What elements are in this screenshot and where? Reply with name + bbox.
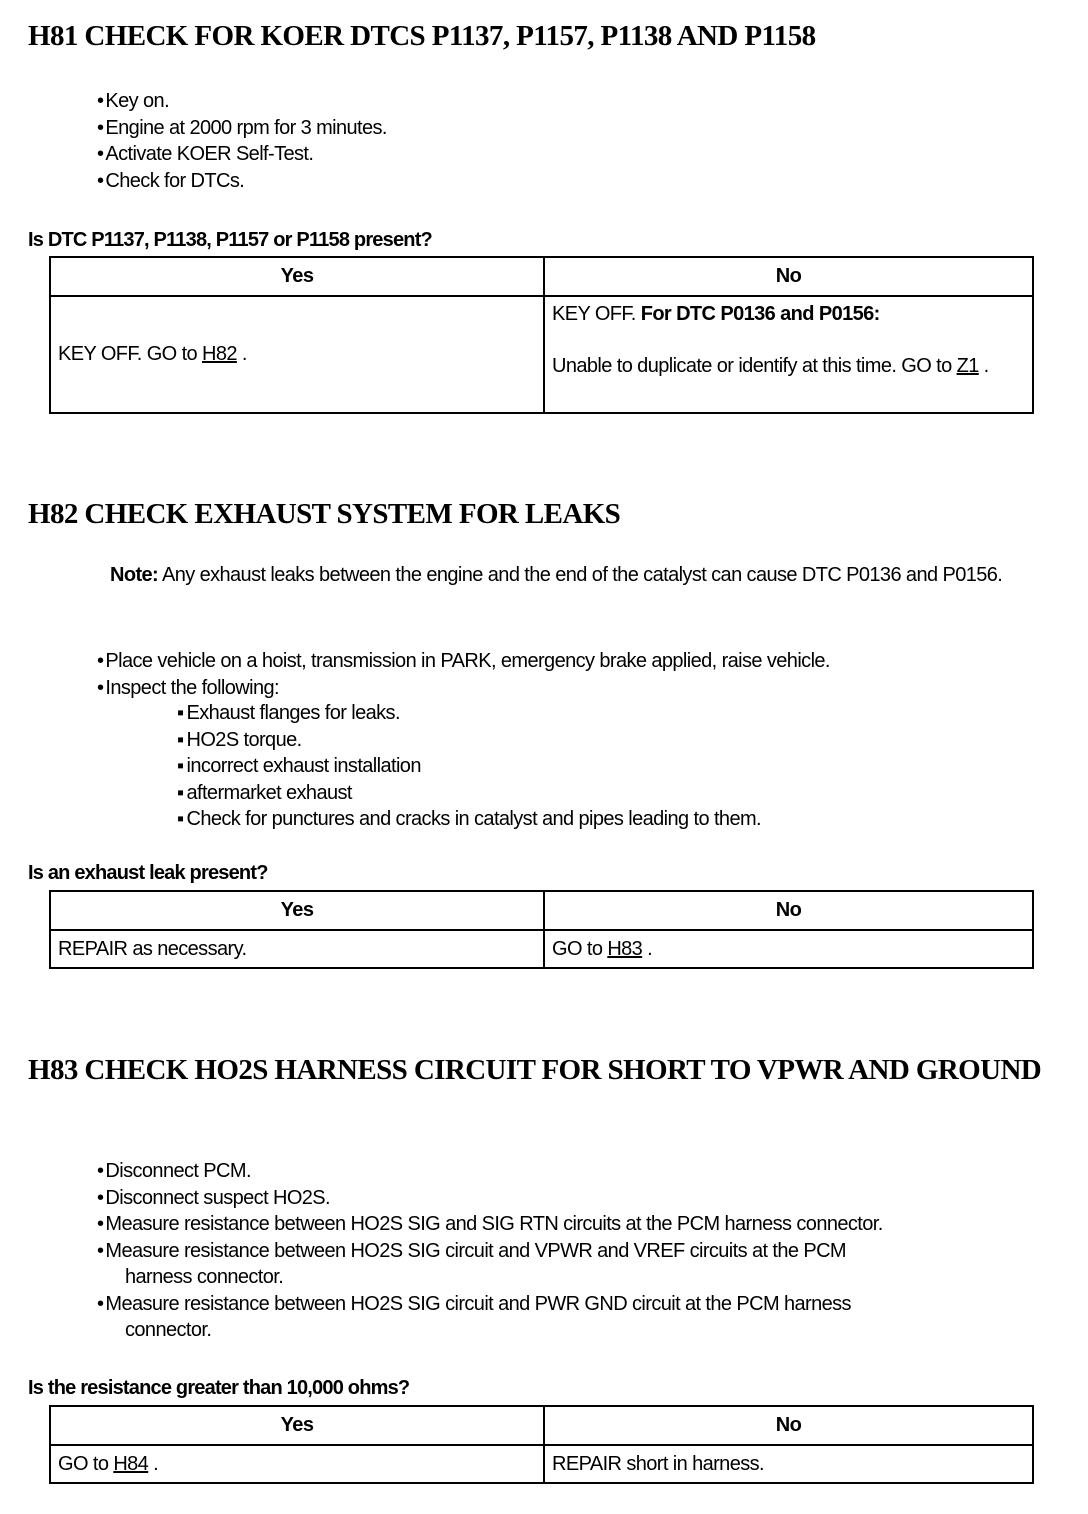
link-z1[interactable]: Z1 [956,355,979,377]
h82-steps [97,648,830,701]
yes-cell [50,296,544,413]
substep: ▪ Exhaust flanges for leaks. [177,700,761,727]
punct: . [642,937,653,960]
no-header: No [544,257,1033,296]
h82-substeps [177,700,761,833]
h82-note [110,562,1080,589]
link-h82[interactable]: H82 [202,343,237,365]
step: • Measure resistance between HO2S SIG circuit and VPWR and VREF circuits at the PCM [97,1238,883,1265]
no-text: GO to [552,937,608,960]
punct: . [148,1452,159,1475]
step-continuation: connector. [125,1319,212,1341]
h81-steps [97,88,387,194]
note-text: Any exhaust leaks between the engine and the end of the catalyst can cause DTC P0136 and P0156. [158,564,1003,586]
yes-header: Yes [50,257,544,296]
step: • Measure resistance between HO2S SIG circuit and PWR GND circuit at the PCM harness [97,1291,883,1318]
punct: . [236,343,247,365]
no-header: No [544,1406,1033,1445]
section-title-h82: H82 CHECK EXHAUST SYSTEM FOR LEAKS [28,498,621,530]
step: • Check for DTCs. [97,168,387,195]
h81-answer-table [49,256,1034,414]
no-bold-text: For DTC P0136 and P0156: [640,303,880,325]
link-h83[interactable]: H83 [607,937,643,960]
step: • Activate KOER Self-Test. [97,141,387,168]
step: • Key on. [97,88,387,115]
yes-text: GO to [58,1452,114,1475]
link-h84[interactable]: H84 [113,1452,149,1475]
no-cell [544,296,1033,413]
section-title-h81: H81 CHECK FOR KOER DTCS P1137, P1157, P1138 AND P1158 [28,20,816,52]
no-cell [544,930,1033,968]
substep: ▪ HO2S torque. [177,727,761,754]
yes-header: Yes [50,891,544,930]
step: • Measure resistance between HO2S SIG and SIG RTN circuits at the PCM harness connector. [97,1211,883,1238]
step: • Engine at 2000 rpm for 3 minutes. [97,115,387,142]
punct: . [978,355,989,377]
step: • Place vehicle on a hoist, transmission in PARK, emergency brake applied, raise vehicle. [97,648,830,675]
note-label: Note: [110,564,159,586]
yes-cell: REPAIR as necessary. [50,930,544,968]
h82-answer-table [49,890,1034,969]
step: • Disconnect suspect HO2S. [97,1185,883,1212]
no-cell: REPAIR short in harness. [544,1445,1033,1483]
h81-question: Is DTC P1137, P1138, P1157 or P1158 present? [28,229,432,251]
step: • Disconnect PCM. [97,1158,883,1185]
step-continuation: harness connector. [125,1266,284,1288]
section-title-h83: H83 CHECK HO2S HARNESS CIRCUIT FOR SHORT TO VPWR AND GROUND [28,1054,1042,1086]
h83-steps [97,1158,883,1344]
yes-cell [50,1445,544,1483]
yes-header: Yes [50,1406,544,1445]
no-text: KEY OFF. [552,303,641,325]
yes-text: KEY OFF. GO to [58,343,203,365]
substep: ▪ incorrect exhaust installation [177,753,761,780]
substep: ▪ Check for punctures and cracks in catalyst and pipes leading to them. [177,806,761,833]
no-text-2: Unable to duplicate or identify at this time. GO to [552,355,957,377]
h83-question: Is the resistance greater than 10,000 ohms? [28,1377,410,1399]
no-header: No [544,891,1033,930]
step: • Inspect the following: [97,675,830,702]
h82-question: Is an exhaust leak present? [28,862,268,884]
substep: ▪ aftermarket exhaust [177,780,761,807]
h83-answer-table [49,1405,1034,1484]
